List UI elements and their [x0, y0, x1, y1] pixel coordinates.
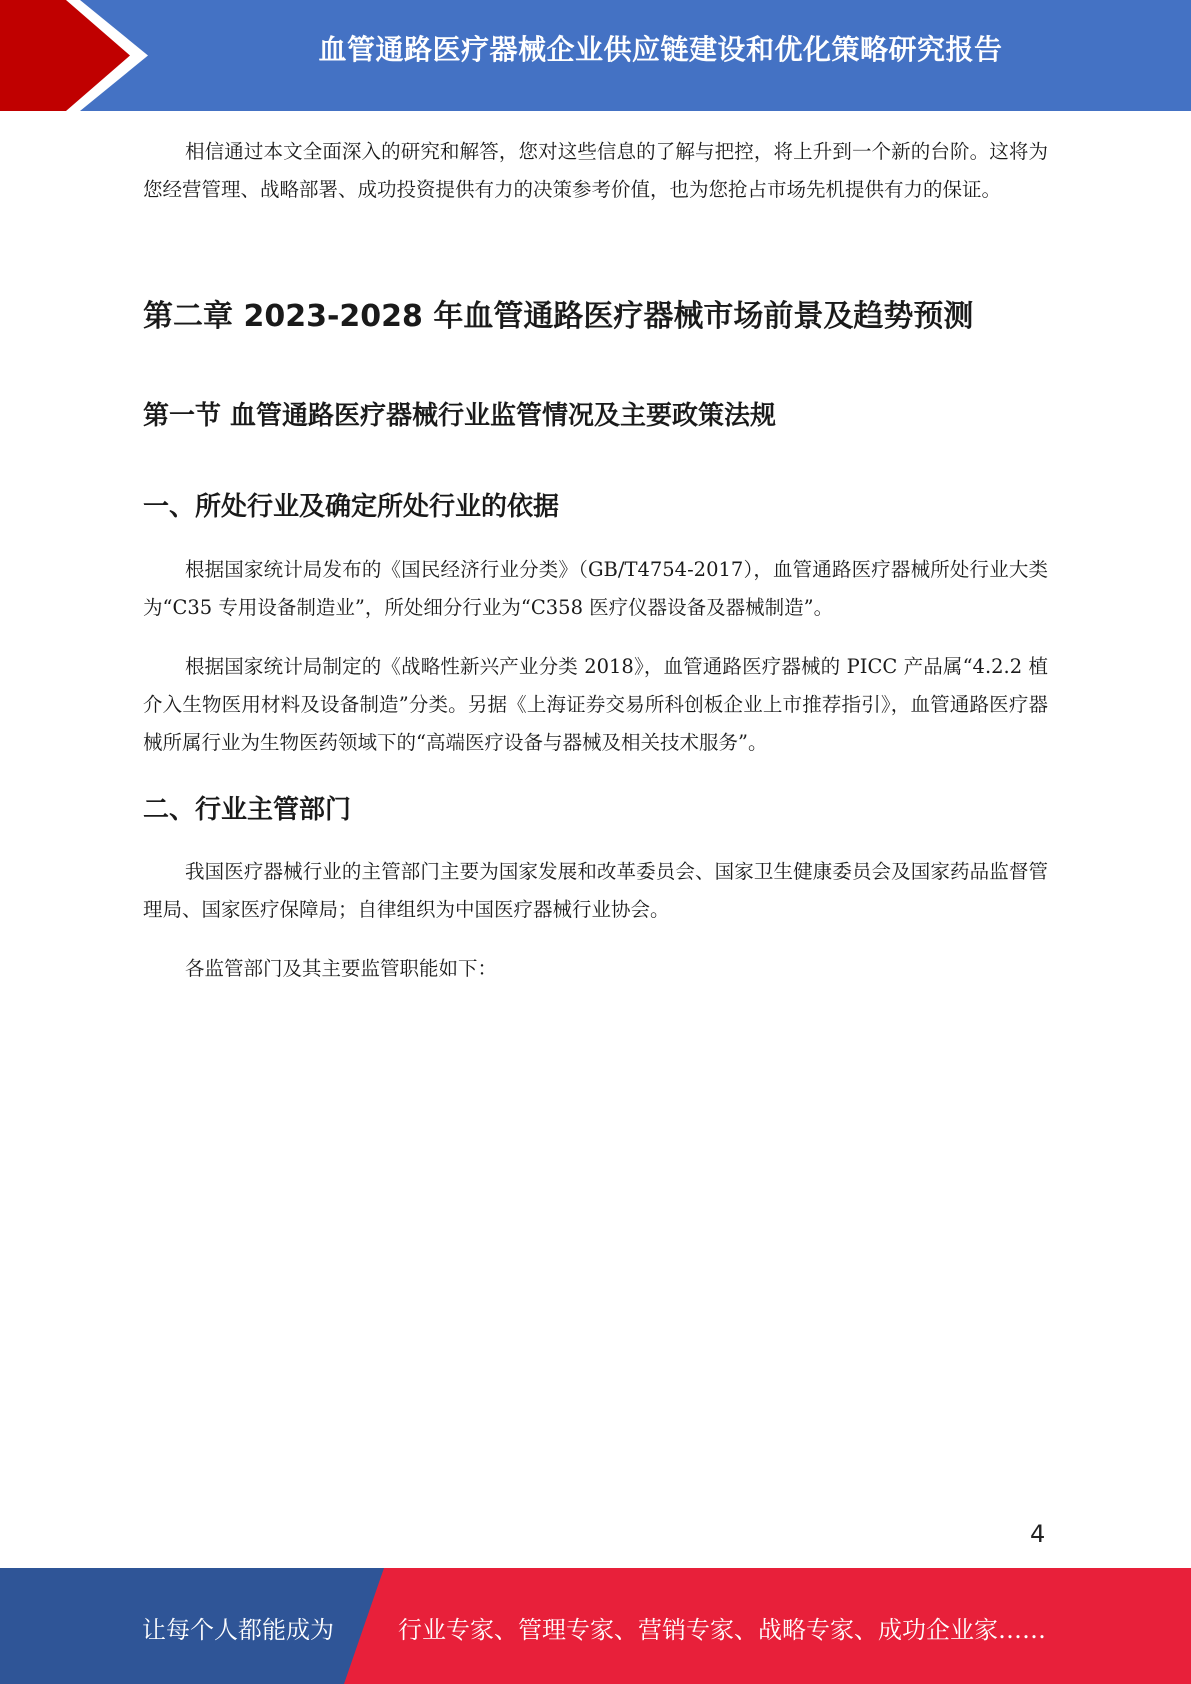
paragraph-strategic-industry: 根据国家统计局制定的《战略性新兴产业分类 2018》，血管通路医疗器械的 PICC 产品属“4.2.2 植介入生物医用材料及设备制造”分类。另据《上海证券交易所科创板企业上市推荐指引》，血管通路医疗器械所属行业为生物医药领域下的“高端医疗设备与器械及相关技术服务”。 [143, 655, 1048, 754]
section-heading-block [143, 395, 1048, 432]
chapter-heading-block [143, 291, 1048, 335]
subsection-2-heading-block [143, 789, 1048, 826]
footer-slogan-right: 行业专家、管理专家、营销专家、战略专家、成功企业家…… [398, 1616, 1046, 1644]
header-arrow-red [0, 0, 130, 111]
subsection-2-body [143, 853, 1048, 988]
subsection-1-body [143, 551, 1048, 762]
section-title: 第一节 血管通路医疗器械行业监管情况及主要政策法规 [143, 401, 777, 431]
subsection-1-heading-block [143, 486, 1048, 523]
paragraph-regulator-functions-intro: 各监管部门及其主要监管职能如下： [185, 957, 498, 980]
subsection-2-title: 二、行业主管部门 [143, 795, 352, 825]
footer-slogan-left: 让每个人都能成为 [142, 1616, 334, 1644]
report-title: 血管通路医疗器械企业供应链建设和优化策略研究报告 [318, 33, 1003, 66]
paragraph-regulators: 我国医疗器械行业的主管部门主要为国家发展和改革委员会、国家卫生健康委员会及国家药品监督管理局、国家医疗保障局；自律组织为中国医疗器械行业协会。 [143, 860, 1048, 921]
subsection-1-title: 一、所处行业及确定所处行业的依据 [143, 492, 560, 522]
page-footer-band [0, 1568, 1191, 1684]
paragraph-industry-classification: 根据国家统计局发布的《国民经济行业分类》（GB/T4754-2017），血管通路医疗器械所处行业大类为“C35 专用设备制造业”，所处细分行业为“C358 医疗仪器设备及器械制造”。 [143, 558, 1048, 619]
intro-paragraph: 相信通过本文全面深入的研究和解答，您对这些信息的了解与把控，将上升到一个新的台阶。这将为您经营管理、战略部署、成功投资提供有力的决策参考价值，也为您抢占市场先机提供有力的保证。 [143, 140, 1048, 201]
chapter-title: 第二章 2023-2028 年血管通路医疗器械市场前景及趋势预测 [143, 299, 974, 334]
intro-block [143, 133, 1048, 209]
page-number: 4 [1030, 1520, 1046, 1548]
page-header-band [0, 0, 1191, 111]
